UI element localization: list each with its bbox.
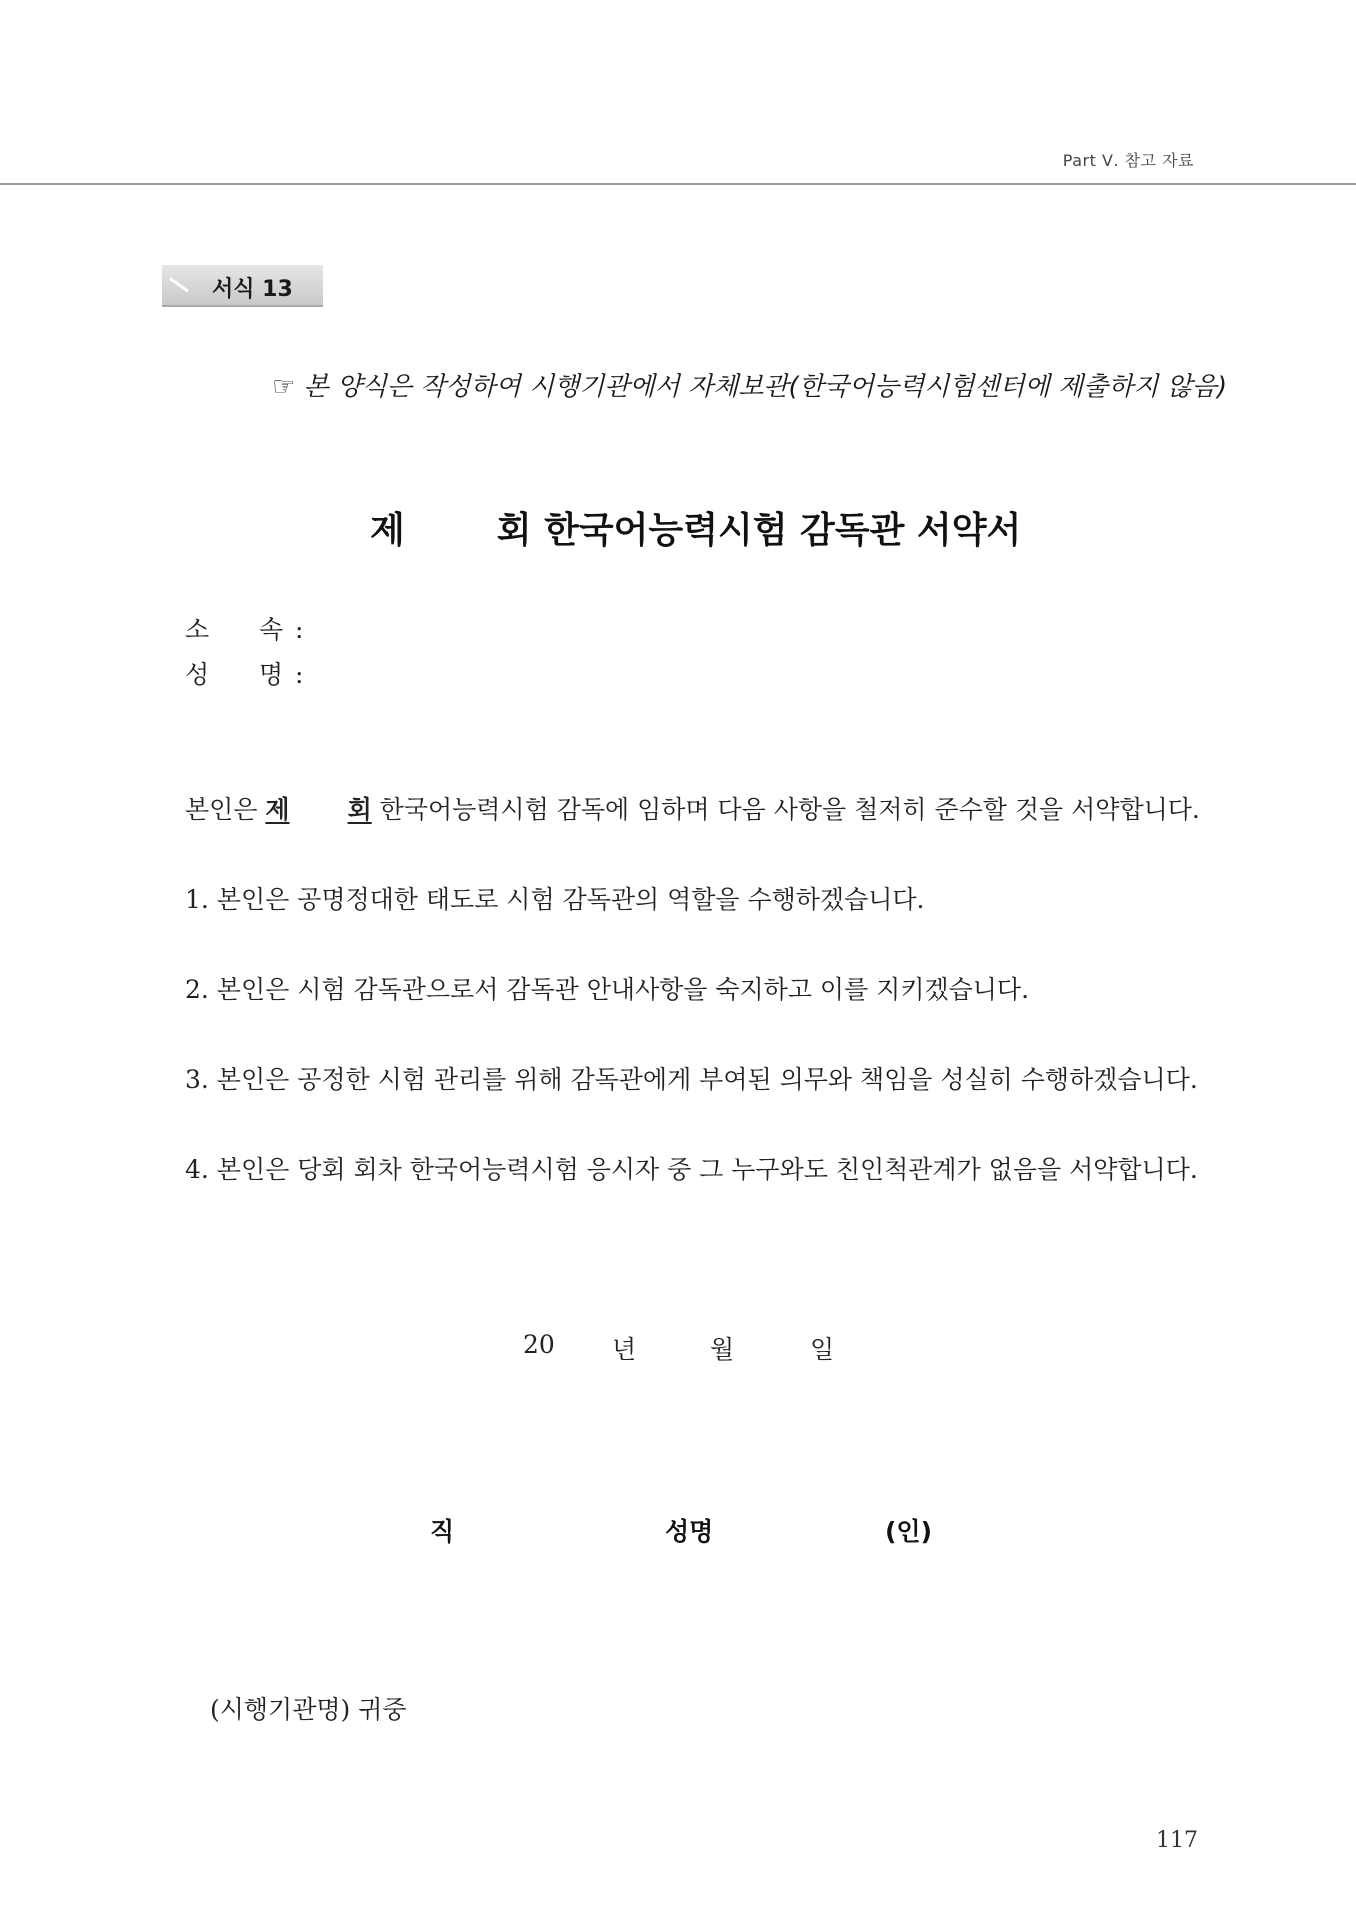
pledge-intro-after: 한국어능력시험 감독에 임하며 다음 사항을 철저히 준수할 것을 서약합니다. xyxy=(379,795,1200,824)
name-label-b: 명 xyxy=(259,660,284,689)
signature-position-label: 직 xyxy=(430,1517,455,1546)
page-number: 117 xyxy=(1156,1828,1198,1853)
signature-name-label: 성명 xyxy=(665,1517,714,1546)
affiliation-colon: : xyxy=(295,615,304,644)
pledge-item: 1. 본인은 공명정대한 태도로 시험 감독관의 역할을 수행하겠습니다. xyxy=(185,885,925,914)
pledge-item: 3. 본인은 공정한 시험 관리를 위해 감독관에게 부여된 의무와 책임을 성실히 수행하겠습니다. xyxy=(185,1065,1198,1094)
corner-arrow-icon xyxy=(169,277,189,292)
pledge-round-suffix: 회 xyxy=(347,795,372,824)
name-label-a: 성 xyxy=(185,660,210,689)
form-number-label: 서식 13 xyxy=(212,277,293,302)
signature-seal-label: (인) xyxy=(885,1517,933,1546)
pledge-item: 2. 본인은 시험 감독관으로서 감독관 안내사항을 숙지하고 이를 지키겠습니다. xyxy=(185,975,1030,1004)
document-title xyxy=(370,502,1021,553)
storage-notice xyxy=(272,366,1227,403)
form-number-tag xyxy=(162,265,323,307)
affiliation-label-b: 속 xyxy=(259,615,284,644)
name-colon: : xyxy=(295,660,304,689)
affiliation-label-a: 소 xyxy=(185,615,210,644)
title-text: 회 한국어능력시험 감독관 서약서 xyxy=(496,510,1022,551)
pledge-intro-before: 본인은 xyxy=(185,795,258,824)
date-month-label: 월 xyxy=(710,1335,735,1364)
pledge-round-prefix: 제 xyxy=(265,795,290,824)
title-round-prefix: 제 xyxy=(370,510,405,551)
header-part-label: Part Ⅴ. 참고 자료 xyxy=(1062,151,1194,170)
name-field xyxy=(185,655,303,691)
pointing-hand-icon: ☞ xyxy=(272,372,296,402)
header-divider xyxy=(0,183,1356,185)
date-day-label: 일 xyxy=(810,1335,835,1364)
storage-notice-text: 본 양식은 작성하여 시행기관에서 자체보관(한국어능력시험센터에 제출하지 않음) xyxy=(303,372,1228,402)
addressee: (시행기관명) 귀중 xyxy=(210,1695,407,1724)
pledge-intro xyxy=(185,790,1200,826)
date-year-prefix: 20 xyxy=(523,1330,555,1359)
pledge-round-blank xyxy=(265,790,371,826)
date-year-label: 년 xyxy=(612,1335,637,1364)
pledge-item: 4. 본인은 당회 회차 한국어능력시험 응시자 중 그 누구와도 친인척관계가 없음을 서약합니다. xyxy=(185,1155,1198,1184)
affiliation-field xyxy=(185,610,303,646)
